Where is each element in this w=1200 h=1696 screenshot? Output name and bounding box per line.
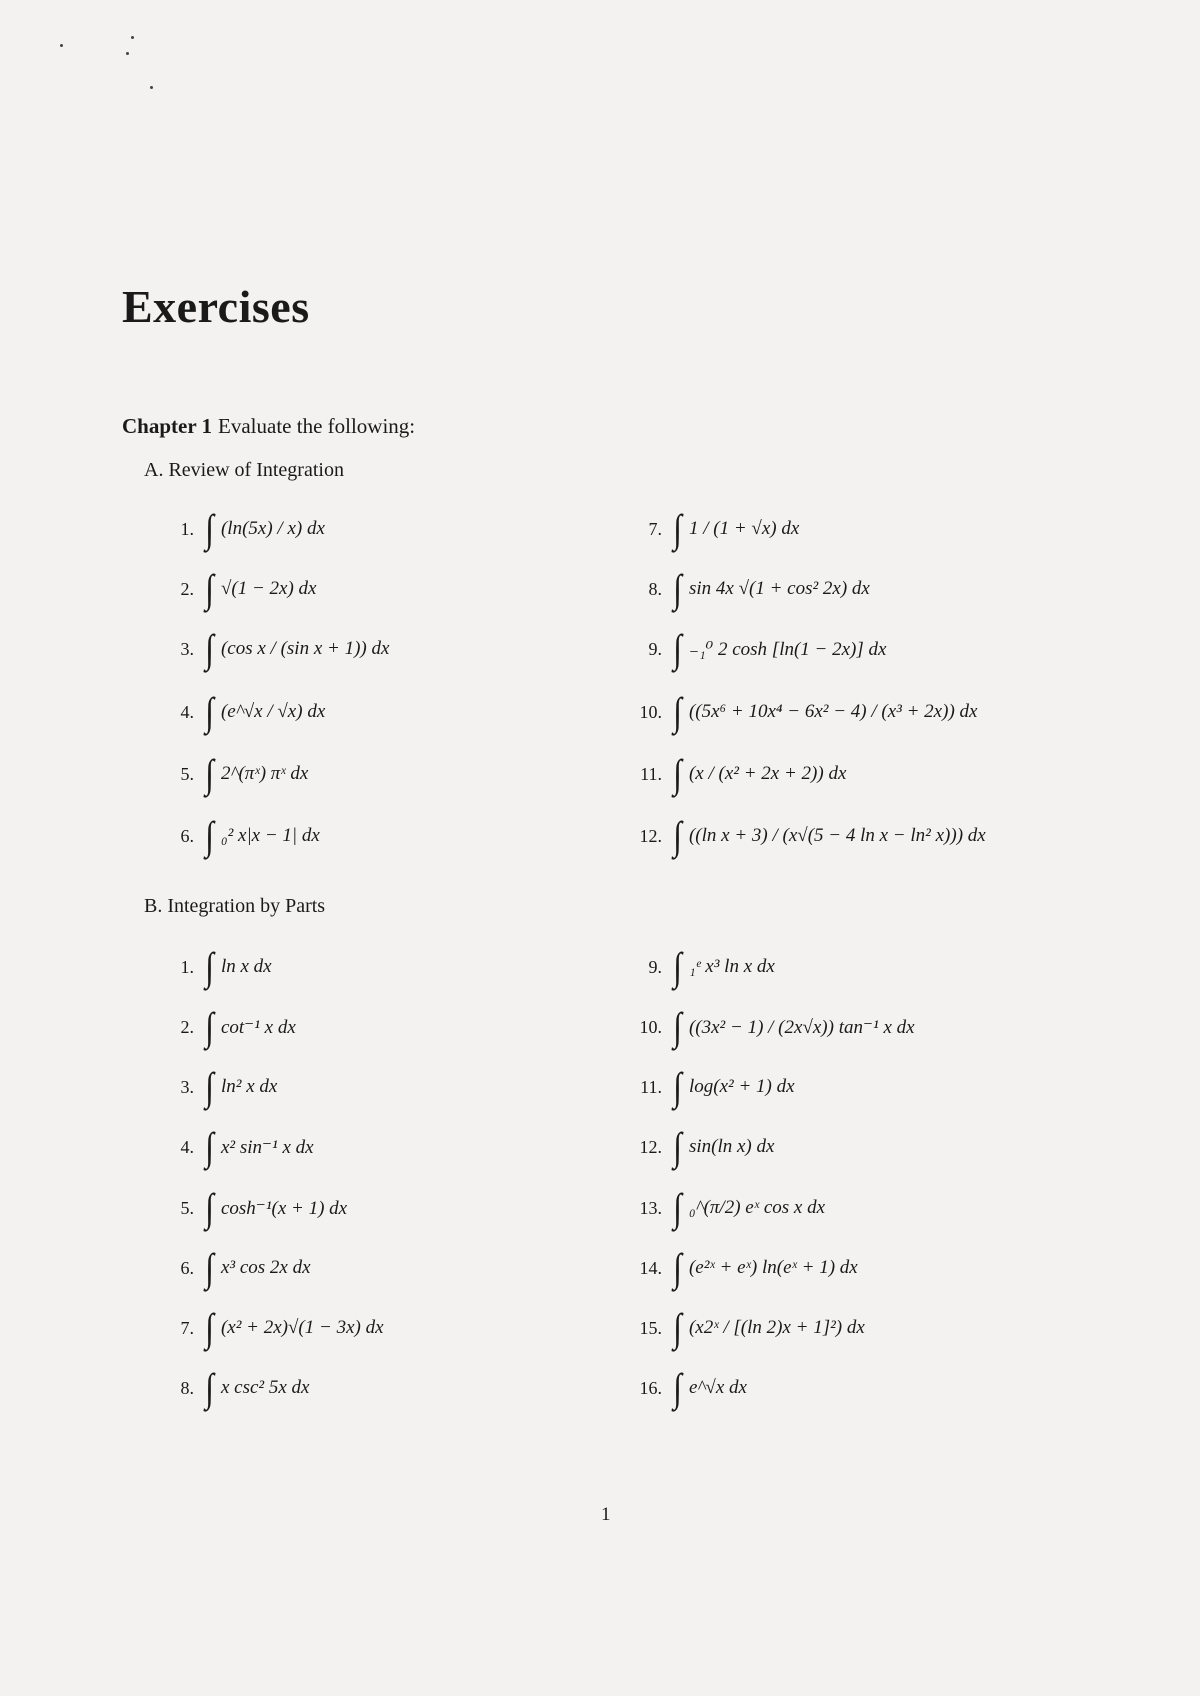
exercise-number: 6. <box>180 825 194 846</box>
integral-sign: ∫ <box>673 751 682 796</box>
exercise-expression: 2^(πˣ) πˣ dx <box>220 763 309 784</box>
exercise-b-9 <box>628 939 775 995</box>
exercise-expression: (cos x / (sin x + 1)) dx <box>220 638 390 659</box>
exercise-expression: ₁ᵉ x³ ln x dx <box>688 956 775 977</box>
exercise-number: 6. <box>180 1257 194 1278</box>
exercise-number: 3. <box>180 1076 194 1097</box>
exercise-expression: cosh⁻¹(x + 1) dx <box>220 1197 348 1219</box>
integral-sign: ∫ <box>673 1185 682 1230</box>
integral-sign: ∫ <box>205 813 214 858</box>
integral-sign: ∫ <box>205 1124 214 1169</box>
exercise-number: 9. <box>648 956 662 977</box>
page-number: 1 <box>601 1504 611 1525</box>
exercise-expression: ₋₁⁰ 2 cosh [ln(1 − 2x)] dx <box>688 638 887 660</box>
exercise-a-6 <box>160 808 320 864</box>
integral-sign: ∫ <box>673 1064 682 1109</box>
exercise-number: 2. <box>180 1016 194 1037</box>
exercise-b-13 <box>628 1180 825 1236</box>
exercise-number: 5. <box>180 763 194 784</box>
chapter-line <box>122 414 415 439</box>
exercise-number: 9. <box>648 638 662 659</box>
integral-sign: ∫ <box>205 751 214 796</box>
exercise-a-7 <box>628 501 799 557</box>
exercise-number: 12. <box>639 1136 662 1157</box>
integral-sign: ∫ <box>673 506 682 551</box>
integral-sign: ∫ <box>673 944 682 989</box>
exercise-expression: (ln(5x) / x) dx <box>220 518 325 539</box>
integral-sign: ∫ <box>205 1004 214 1049</box>
scan-speck <box>131 36 134 39</box>
exercise-a-8 <box>628 561 870 617</box>
exercise-number: 10. <box>639 1016 662 1037</box>
exercise-expression: ((ln x + 3) / (x√(5 − 4 ln x − ln² x))) dx <box>688 825 986 846</box>
exercise-expression: x³ cos 2x dx <box>220 1257 311 1278</box>
exercise-expression: √(1 − 2x) dx <box>220 578 317 599</box>
exercise-number: 8. <box>648 578 662 599</box>
exercise-b-14 <box>628 1240 858 1296</box>
exercise-b-4 <box>160 1119 314 1175</box>
exercise-expression: x csc² 5x dx <box>220 1377 310 1398</box>
exercise-expression: log(x² + 1) dx <box>688 1076 795 1097</box>
exercise-b-11 <box>628 1059 795 1115</box>
exercise-a-2 <box>160 561 317 617</box>
exercise-number: 16. <box>639 1377 662 1398</box>
exercise-number: 15. <box>639 1317 662 1338</box>
chapter-label: Chapter 1 <box>122 414 213 438</box>
exercise-expression: 1 / (1 + √x) dx <box>688 518 800 539</box>
exercise-number: 10. <box>639 701 662 722</box>
exercise-expression: (e²ˣ + eˣ) ln(eˣ + 1) dx <box>688 1257 858 1278</box>
exercise-b-12 <box>628 1119 774 1175</box>
exercise-a-1 <box>160 501 325 557</box>
exercise-number: 13. <box>639 1197 662 1218</box>
exercise-expression: (x2ˣ / [(ln 2)x + 1]²) dx <box>688 1317 865 1338</box>
exercise-number: 14. <box>639 1257 662 1278</box>
integral-sign: ∫ <box>205 1305 214 1350</box>
integral-sign: ∫ <box>673 566 682 611</box>
section-a-heading: A. Review of Integration <box>144 459 344 481</box>
exercise-a-12 <box>628 808 986 864</box>
exercise-number: 1. <box>180 518 194 539</box>
exercise-number: 3. <box>180 638 194 659</box>
integral-sign: ∫ <box>205 1064 214 1109</box>
exercise-expression: ₀² x|x − 1| dx <box>220 825 320 846</box>
exercise-number: 11. <box>640 763 662 784</box>
exercise-a-9 <box>628 621 886 677</box>
integral-sign: ∫ <box>205 1245 214 1290</box>
scan-speck <box>60 44 63 47</box>
exercise-expression: sin(ln x) dx <box>688 1136 775 1157</box>
exercise-number: 4. <box>180 701 194 722</box>
exercise-number: 2. <box>180 578 194 599</box>
exercise-number: 5. <box>180 1197 194 1218</box>
integral-sign: ∫ <box>673 1365 682 1410</box>
integral-sign: ∫ <box>673 1305 682 1350</box>
exercise-expression: cot⁻¹ x dx <box>220 1016 296 1038</box>
scan-speck <box>150 86 153 89</box>
exercise-expression: (x² + 2x)√(1 − 3x) dx <box>220 1317 384 1338</box>
exercise-a-10 <box>628 684 977 740</box>
exercise-number: 7. <box>648 518 662 539</box>
exercise-expression: ln x dx <box>220 956 272 977</box>
exercise-expression: (e^√x / √x) dx <box>220 701 326 722</box>
integral-sign: ∫ <box>673 1245 682 1290</box>
exercise-a-3 <box>160 621 389 677</box>
section-b-heading: B. Integration by Parts <box>144 895 326 917</box>
exercise-b-16 <box>628 1360 747 1416</box>
integral-sign: ∫ <box>673 626 682 671</box>
chapter-instruction: Evaluate the following: <box>218 414 416 438</box>
exercise-b-10 <box>628 999 915 1055</box>
integral-sign: ∫ <box>205 566 214 611</box>
exercise-expression: e^√x dx <box>688 1377 747 1398</box>
exercise-expression: ((5x⁶ + 10x⁴ − 6x² − 4) / (x³ + 2x)) dx <box>688 701 978 722</box>
integral-sign: ∫ <box>673 1124 682 1169</box>
page-title: Exercises <box>122 281 310 332</box>
integral-sign: ∫ <box>673 1004 682 1049</box>
exercise-expression: ((3x² − 1) / (2x√x)) tan⁻¹ x dx <box>688 1016 915 1038</box>
integral-sign: ∫ <box>205 506 214 551</box>
exercise-expression: sin 4x √(1 + cos² 2x) dx <box>688 578 870 599</box>
integral-sign: ∫ <box>205 1185 214 1230</box>
exercise-number: 7. <box>180 1317 194 1338</box>
exercise-number: 4. <box>180 1136 194 1157</box>
integral-sign: ∫ <box>205 626 214 671</box>
scan-speck <box>126 52 129 55</box>
exercise-b-3 <box>160 1059 277 1115</box>
exercise-a-5 <box>160 746 308 802</box>
exercise-b-15 <box>628 1300 865 1356</box>
integral-sign: ∫ <box>205 1365 214 1410</box>
integral-sign: ∫ <box>673 689 682 734</box>
exercise-b-5 <box>160 1180 347 1236</box>
exercise-b-6 <box>160 1240 311 1296</box>
exercise-b-7 <box>160 1300 384 1356</box>
exercise-expression: ₀^(π/2) eˣ cos x dx <box>688 1197 826 1218</box>
exercise-number: 8. <box>180 1377 194 1398</box>
exercise-expression: ln² x dx <box>220 1076 278 1097</box>
exercise-expression: x² sin⁻¹ x dx <box>220 1136 314 1158</box>
exercise-number: 1. <box>180 956 194 977</box>
integral-sign: ∫ <box>205 944 214 989</box>
exercise-number: 11. <box>640 1076 662 1097</box>
exercise-a-4 <box>160 684 325 740</box>
exercise-expression: (x / (x² + 2x + 2)) dx <box>688 763 847 784</box>
exercise-b-2 <box>160 999 296 1055</box>
integral-sign: ∫ <box>205 689 214 734</box>
integral-sign: ∫ <box>673 813 682 858</box>
exercise-b-1 <box>160 939 272 995</box>
exercise-a-11 <box>628 746 846 802</box>
exercise-number: 12. <box>639 825 662 846</box>
exercise-b-8 <box>160 1360 309 1416</box>
